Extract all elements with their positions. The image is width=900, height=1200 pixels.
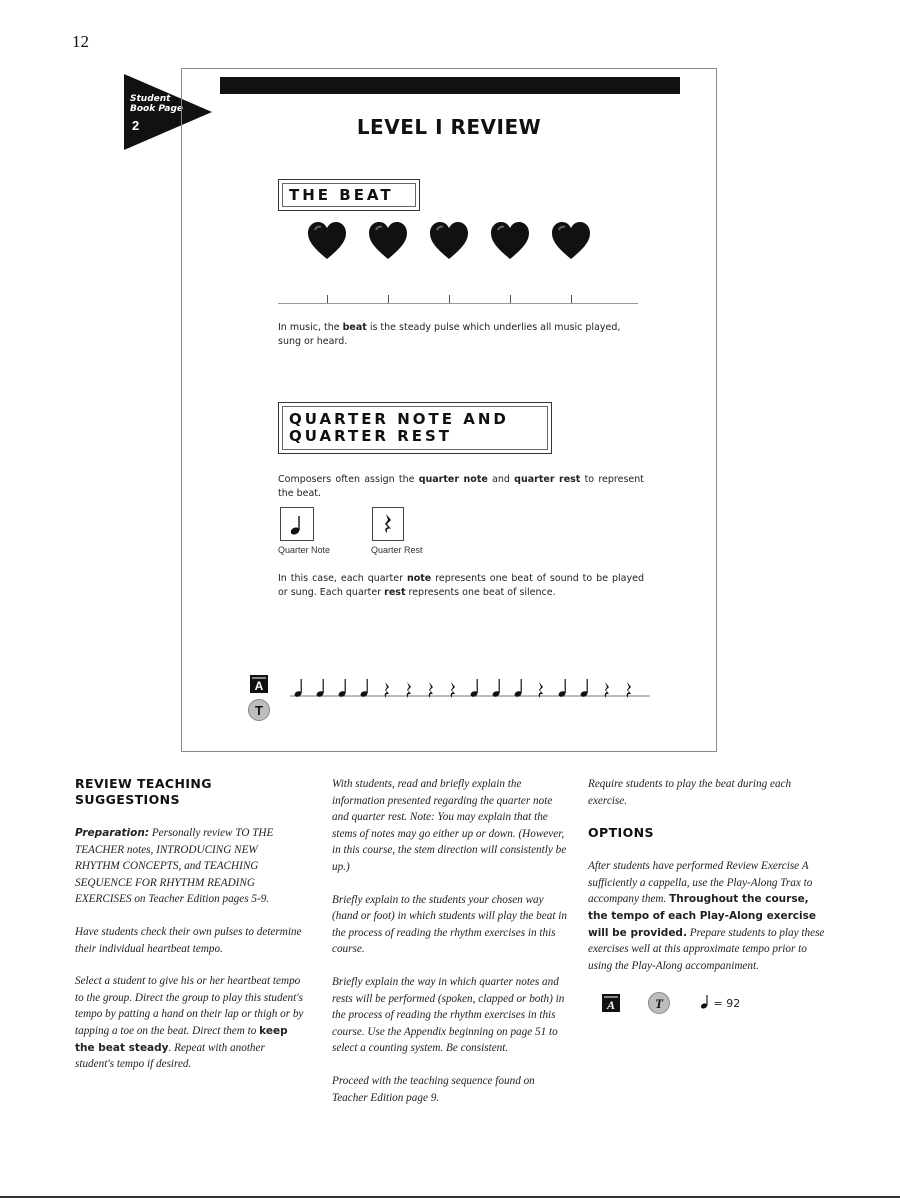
page-number: 12 [72, 32, 89, 51]
heartbeat-text-b: . Repeat with another student's tempo if desired. [75, 1041, 265, 1071]
beat-tick [449, 295, 450, 303]
q1-d: quarter rest [514, 474, 581, 485]
require-beat-paragraph: Require students to play the beat during each exercise. [588, 778, 792, 807]
quarter-rest-icon [373, 508, 403, 540]
q2-b: note [406, 573, 432, 584]
quarter-rest-label: Quarter Rest [371, 545, 423, 555]
tempo-value: = 92 [713, 997, 741, 1011]
keep-beat-steady: keep the beat steady [75, 1024, 288, 1054]
quarter-heading-line2: QUARTER REST [289, 427, 453, 445]
options-heading: OPTIONS [588, 825, 654, 841]
quarter-note-icon [700, 994, 710, 1010]
quarter-explanation [278, 572, 644, 600]
quarter-note-box [280, 507, 314, 541]
teaching-suggestions-heading: REVIEW TEACHING SUGGESTIONS [75, 776, 212, 807]
hearts-row [306, 221, 606, 277]
options-paragraph [588, 858, 828, 974]
preparation-text: Personally review TO THE TEACHER notes, INTRODUCING NEW RHYTHM CONCEPTS, and TEACHING SEQUENCE FOR RHYTHM READING EXERCISES on Teacher Edition pages 5-9. [75, 827, 274, 906]
pulse-paragraph: Have students check their own pulses to determine their individual heartbeat tempo. [75, 925, 302, 955]
column-options [588, 776, 828, 1020]
q2-a: In this case, each quarter [278, 573, 407, 584]
quarter-heading-line1: QUARTER NOTE AND [289, 410, 509, 428]
heartbeat-paragraph [75, 973, 305, 1073]
options-text-a: After students have performed Review Exercise A sufficiently a cappella, use the Play-Along Trax to accompany them. [588, 860, 813, 906]
quarter-note-icon [514, 679, 523, 698]
quarter-note-icon [580, 679, 589, 698]
beat-definition [278, 321, 644, 349]
exercise-a-icon: A [602, 994, 620, 1012]
options-text-b: Prepare students to play these exercises well at this approximate tempo prior to using the Play-Along accompaniment. [588, 926, 825, 972]
preparation-label: Preparation: [75, 827, 150, 839]
quarter-note-icon [470, 679, 479, 698]
quarter-note-icon [558, 679, 567, 698]
beat-heading-box [278, 179, 420, 211]
play-along-track-icon: T [648, 992, 670, 1014]
beat-line [278, 303, 638, 304]
rhythm-exercise [290, 665, 650, 705]
q2-e: represents one beat of silence. [405, 587, 556, 598]
top-black-bar [220, 77, 680, 94]
beat-tick [510, 295, 511, 303]
beat-tick [571, 295, 572, 303]
flag-page-number: 2 [132, 118, 140, 133]
quarter-paragraph [278, 473, 644, 501]
flag-label-line1: Student [130, 94, 171, 104]
heart-icon [550, 221, 592, 261]
quarter-heading-box [278, 402, 552, 454]
tempo-row [588, 990, 828, 1020]
q1-a: Composers often assign the [278, 474, 419, 485]
student-page-frame [181, 68, 717, 752]
heart-icon [367, 221, 409, 261]
beat-def-text-a: In music, the [278, 322, 343, 333]
quarter-note-icon [281, 508, 313, 540]
hand-foot-paragraph: Briefly explain to the students your chosen way (hand or foot) in which students will play the beat in the process of reading the rhythm exercises in this course. [332, 893, 567, 956]
quarter-note-icon [294, 679, 303, 698]
proceed-paragraph: Proceed with the teaching sequence found on Teacher Edition page 9. [332, 1074, 535, 1104]
heart-icon [428, 221, 470, 261]
quarter-note-icon [492, 679, 501, 698]
column-explanation [332, 776, 570, 1122]
flag-label-line2: Book Page [130, 104, 183, 114]
quarter-note-icon [316, 679, 325, 698]
q2-c: represents one beat of sound to be played or sung. Each quarter [278, 573, 644, 598]
q1-c: and [487, 474, 515, 485]
explain-paragraph: With students, read and briefly explain the information presented regarding the quarter note and quarter rest. Note: You may explain that the stems of notes may go either up or down. (However, in this course, the stem direction will consistently be up.) [332, 778, 567, 873]
q1-e: to represent the beat. [278, 474, 644, 499]
play-along-track-icon: T [248, 699, 270, 721]
beat-def-bold: beat [342, 322, 367, 333]
heart-icon [489, 221, 531, 261]
preparation-paragraph [75, 825, 305, 908]
quarter-heading [282, 406, 548, 450]
bottom-rule [0, 1196, 900, 1198]
quarter-note-label: Quarter Note [278, 545, 331, 555]
beat-tick [388, 295, 389, 303]
heart-icon [306, 221, 348, 261]
beat-def-text-b: is the steady pulse which underlies all music played, sung or heard. [278, 322, 621, 347]
options-bold: Throughout the course, the tempo of each Play-Along exercise will be provided. [588, 893, 816, 939]
q2-d: rest [384, 587, 406, 598]
q1-b: quarter note [418, 474, 488, 485]
quarter-note-icon [338, 679, 347, 698]
tempo-marking [700, 994, 740, 1013]
counting-paragraph: Briefly explain the way in which quarter notes and rests will be performed (spoken, clapped or both) in the process of reading the rhythm exercises in this course. Use the Appendix beginning on page 51 to select a counting system. Be consistent. [332, 975, 565, 1055]
page-title: LEVEL I REVIEW [356, 115, 542, 139]
heartbeat-text-a: Select a student to give his or her heartbeat tempo to the group. Direct the group to play this student's tempo by patting a hand on their lap or thigh or by tapping a toe on the beat. Direct them to [75, 975, 304, 1037]
quarter-rest-box [372, 507, 404, 541]
column-teaching-suggestions [75, 776, 305, 1089]
quarter-note-icon [360, 679, 369, 698]
exercise-a-icon: A [250, 675, 268, 693]
beat-tick [327, 295, 328, 303]
beat-heading: THE BEAT [282, 183, 416, 207]
